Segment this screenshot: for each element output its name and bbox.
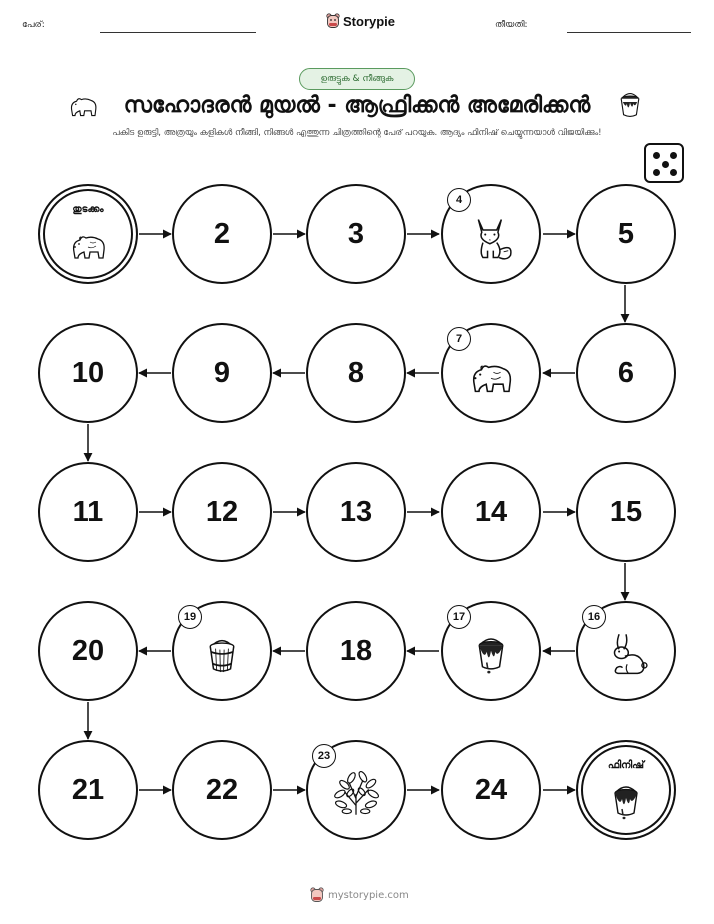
board-space[interactable] <box>306 184 406 284</box>
space-number: 18 <box>339 634 373 667</box>
date-label: തീയതി: <box>495 20 528 30</box>
space-number-badge: 23 <box>312 744 336 768</box>
board-space[interactable] <box>38 740 138 840</box>
page-title: സഹോദരൻ മുയൽ - ആഫ്രിക്കൻ അമേരിക്കൻ <box>123 93 591 118</box>
space-number: 24 <box>474 773 508 806</box>
board-space[interactable] <box>306 462 406 562</box>
space-number-badge: 4 <box>447 188 471 212</box>
space-number: 10 <box>71 356 105 389</box>
board-space[interactable] <box>576 462 676 562</box>
start-label: തുടക്കം <box>72 204 104 215</box>
board-space[interactable] <box>441 323 541 423</box>
space-number: 22 <box>205 773 239 806</box>
tar-bucket-icon <box>475 635 507 679</box>
space-number-badge: 17 <box>447 605 471 629</box>
name-label: പേര്: <box>22 20 45 30</box>
space-number: 20 <box>71 634 105 667</box>
board-space[interactable] <box>306 323 406 423</box>
start-space[interactable] <box>38 184 138 284</box>
board-space[interactable] <box>576 323 676 423</box>
board-space[interactable] <box>172 740 272 840</box>
board-space[interactable] <box>441 462 541 562</box>
space-number-badge: 16 <box>582 605 606 629</box>
space-number: 6 <box>617 356 635 389</box>
board-space[interactable] <box>38 601 138 701</box>
activity-badge: ഉരുട്ടുക & നീങ്ങുക <box>299 68 415 90</box>
space-number: 14 <box>474 495 508 528</box>
footer-url[interactable]: mystorypie.com <box>328 889 409 901</box>
board-space[interactable] <box>172 184 272 284</box>
board-space[interactable] <box>576 601 676 701</box>
space-number: 12 <box>205 495 239 528</box>
footer <box>310 887 409 903</box>
board-space[interactable] <box>441 601 541 701</box>
space-number: 15 <box>609 495 643 528</box>
board-space[interactable] <box>172 323 272 423</box>
instructions: പകിട ഉരുട്ടി, അത്രയും കളികൾ നീങ്ങി, നിങ്ങൾ എത്തുന്ന ചിത്രത്തിന്റെ പേര് പറയുക. ആദ്യം ഫിനിഷ് ചെയ്യുന്നയാൾ വിജയിക്കും! <box>112 128 602 138</box>
space-number: 3 <box>347 217 365 250</box>
wooden-bucket-icon <box>206 635 238 679</box>
board-space[interactable] <box>441 740 541 840</box>
space-number: 5 <box>617 217 635 250</box>
board-space[interactable] <box>306 601 406 701</box>
space-number-badge: 7 <box>447 327 471 351</box>
brand-name: Storypie <box>343 13 396 29</box>
board-space[interactable] <box>38 323 138 423</box>
board-space[interactable] <box>306 740 406 840</box>
board-space[interactable] <box>576 184 676 284</box>
space-number: 9 <box>213 356 231 389</box>
tar-bucket-icon <box>611 784 641 824</box>
board-space[interactable] <box>172 462 272 562</box>
finish-space[interactable] <box>576 740 676 840</box>
space-number: 13 <box>339 495 373 528</box>
finish-label: ഫിനിഷ് <box>607 760 645 771</box>
briar-bush-icon <box>330 771 382 821</box>
rabbit-icon <box>602 632 650 682</box>
space-number: 8 <box>347 356 365 389</box>
bear-icon <box>68 230 108 266</box>
board-space[interactable] <box>172 601 272 701</box>
space-number: 2 <box>213 217 231 250</box>
fox-icon <box>467 215 515 265</box>
space-number: 21 <box>71 773 105 806</box>
storypie-mascot-icon <box>310 887 324 903</box>
board-space[interactable] <box>38 462 138 562</box>
bear-icon <box>467 354 515 404</box>
board-space[interactable] <box>441 184 541 284</box>
space-number-badge: 19 <box>178 605 202 629</box>
space-number: 11 <box>72 495 104 528</box>
